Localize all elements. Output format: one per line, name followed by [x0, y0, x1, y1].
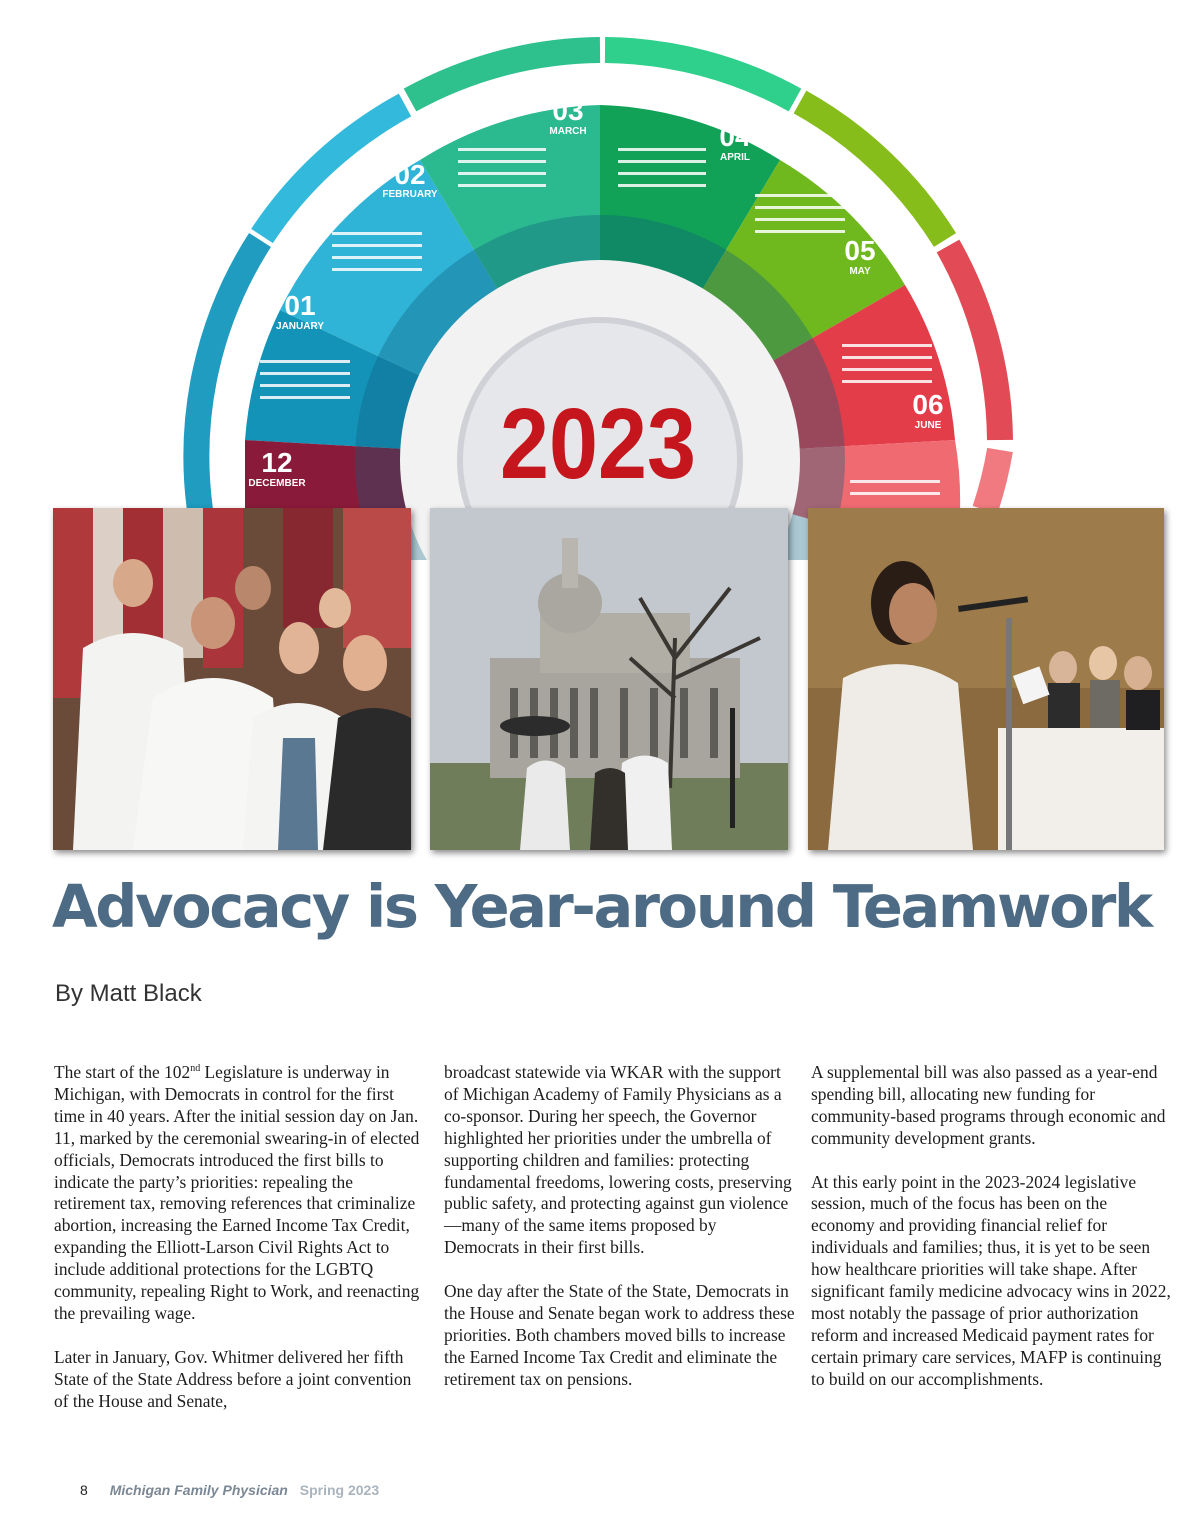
article-paragraph: At this early point in the 2023-2024 legislative session, much of the focus has been on the economy and providing financial relief for individuals and families; thus, it is yet to be seen how healthcare priorities will take shape. After significant family medicine advocacy wins in 2022, most notably the passage of prior authorization reform and increased Medicaid payment rates for certain primary care services, MAFP is continuing to build on our accomplishments. [811, 1171, 1171, 1389]
page-footer [80, 1482, 379, 1498]
article-column-1 [54, 1062, 426, 1434]
month-num-01: 01 [284, 290, 316, 321]
photo-speaker-at-microphone [808, 508, 1164, 850]
month-num-06: 06 [912, 389, 944, 420]
article-paragraph: A supplemental bill was also passed as a year-end spending bill, allocating new funding for community-based programs through economic and community development grants. [811, 1062, 1166, 1148]
month-name-12: DECEMBER [248, 478, 306, 489]
article-column-3 [811, 1062, 1173, 1412]
article-paragraph: Later in January, Gov. Whitmer delivered her fifth State of the State Address before a joint convention of the House and Senate, [54, 1346, 412, 1411]
month-num-12: 12 [261, 447, 293, 478]
article-byline: By Matt Black [55, 980, 202, 1007]
article-paragraph: One day after the State of the State, Democrats in the House and Senate began work to address these priorities. Both chambers moved bills to increase the Earned Income Tax Credit and eliminate the retirement tax on pensions. [444, 1281, 795, 1389]
month-name-03: MARCH [549, 126, 587, 137]
issue-label: Spring 2023 [299, 1482, 380, 1498]
photo-state-capitol [430, 508, 788, 850]
publication-name: Michigan Family Physician [109, 1482, 288, 1498]
page-number: 8 [80, 1482, 88, 1498]
article-column-2 [444, 1062, 796, 1412]
month-num-05: 05 [844, 235, 876, 266]
calendar-year: 2023 [500, 388, 696, 500]
article-paragraph: The start of the 102nd Legislature is underway in Michigan, with Democrats in control for the first time in 40 years. After the initial session day on Jan. 11, marked by the ceremonial swearing-in of elected officials, Democrats introduced the first bills to indicate the party’s priorities: repealing the retirement tax, removing references that criminalize abortion, increasing the Earned Income Tax Credit, expanding the Elliott-Larson Civil Rights Act to include additional protections for the LGBTQ community, repealing Right to Work, and reenacting the prevailing wage. [54, 1062, 420, 1323]
month-num-02: 02 [394, 159, 426, 190]
month-num-04: 04 [719, 121, 751, 152]
month-name-04: APRIL [720, 152, 750, 163]
month-name-05: MAY [849, 266, 871, 277]
month-num-03: 03 [552, 95, 584, 126]
month-name-02: FEBRUARY [382, 189, 438, 200]
article-headline: Advocacy is Year-around Teamwork [52, 872, 1151, 941]
photo-students-white-coats [53, 508, 411, 850]
calendar-wheel-graphic [0, 0, 1200, 560]
month-name-01: JANUARY [276, 321, 324, 332]
article-paragraph: broadcast statewide via WKAR with the support of Michigan Academy of Family Physicians as a co-sponsor. During her speech, the Governor highlighted her priorities under the umbrella of supporting children and families: protecting fundamental freedoms, lowering costs, preserving public safety, and protecting against gun violence—many of the same items proposed by Democrats in their first bills. [444, 1062, 792, 1258]
month-name-06: JUNE [914, 420, 942, 431]
